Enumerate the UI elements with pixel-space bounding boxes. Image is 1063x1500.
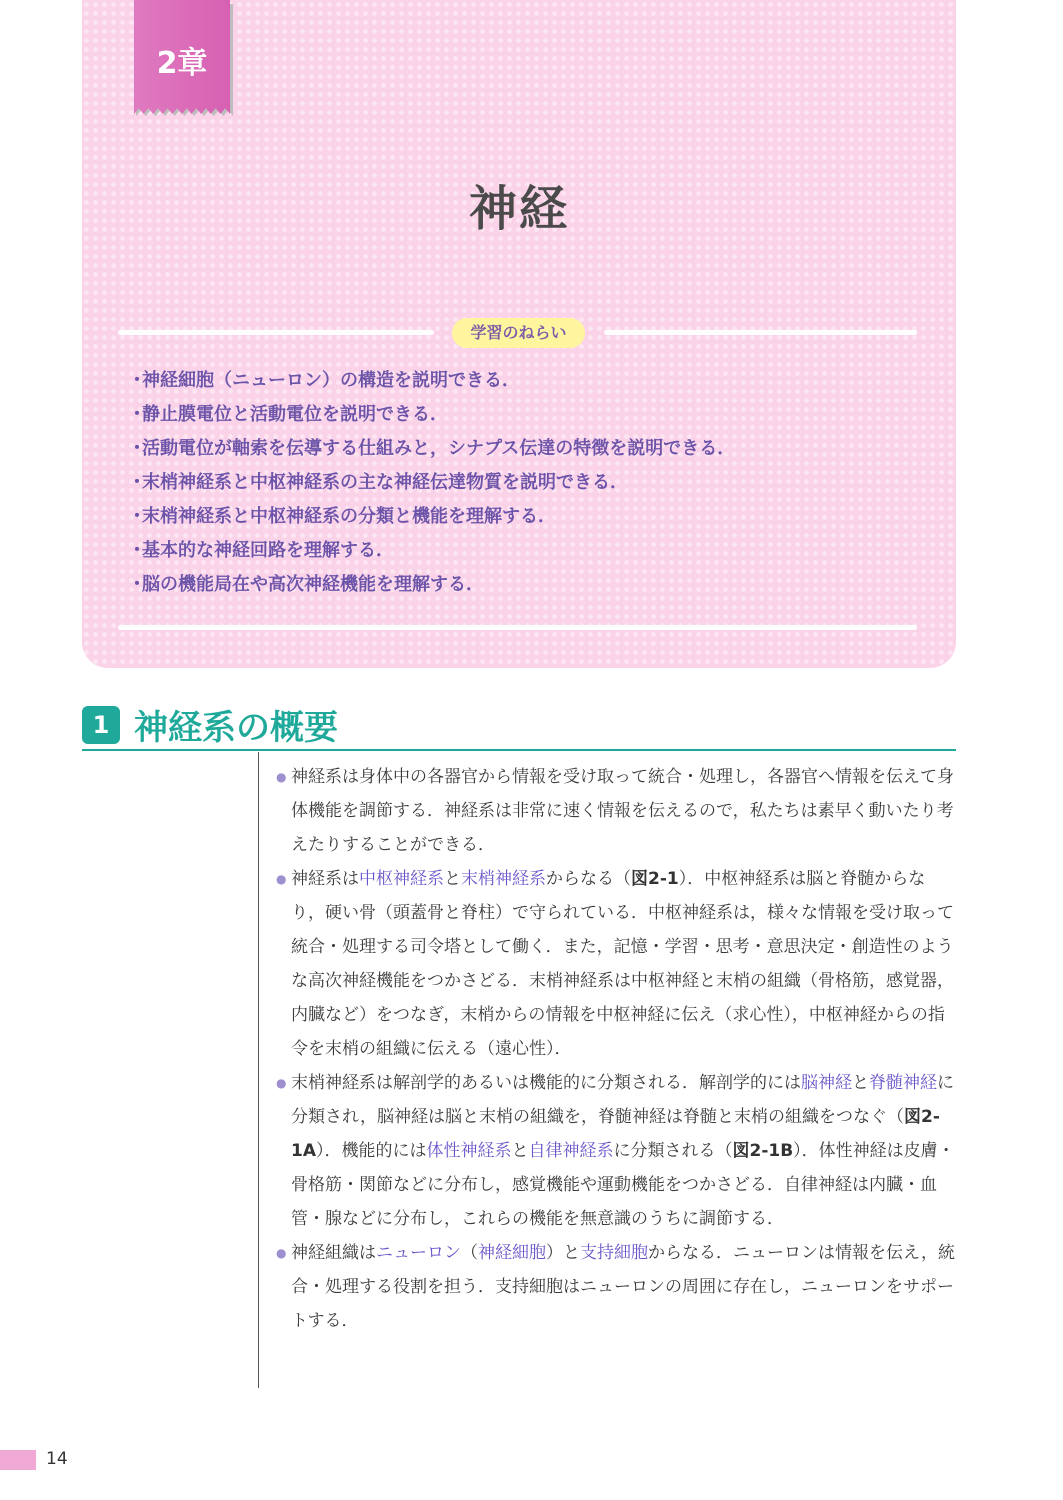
aims-divider-left [118,330,434,335]
paragraph-text: ）．機能的には [316,1141,427,1161]
keyword: 自律神経系 [528,1141,614,1161]
keyword: 脳神経 [801,1073,852,1093]
chapter-title: 神経 [468,181,569,237]
keyword: 体性神経系 [426,1141,512,1161]
aim-text: 末梢神経系と中枢神経系の分類と機能を理解する． [142,506,556,527]
aim-item [128,364,735,398]
bullet-icon: ● [276,1076,287,1090]
body-text [276,760,956,1338]
bullet-icon: ● [276,1246,287,1260]
aims-divider-right [604,330,917,335]
bullet-icon: ● [276,872,287,886]
aim-bullet: ・ [128,506,146,527]
figure-reference: 図2-1B [732,1141,794,1161]
paragraph-text: からなる．ニューロンは情報を伝え，統合・処理する役割を担う．支持細胞はニューロンの周囲に存在し，ニューロンをサポートする． [291,1243,956,1331]
bullet-icon: ● [276,770,287,784]
aim-text: 活動電位が軸索を伝導する仕組みと，シナプス伝達の特徴を説明できる． [142,438,736,459]
keyword: 支持細胞 [580,1243,648,1263]
keyword: 脊髄神経 [869,1073,937,1093]
aim-item [128,568,735,602]
paragraph-2 [276,862,956,1066]
aims-heading-badge: 学習のねらい [452,318,585,348]
aim-item [128,466,735,500]
aim-text: 脳の機能局在や高次神経機能を理解する． [142,574,484,595]
aim-item [128,534,735,568]
paragraph-text: 神経組織は [291,1243,376,1263]
paragraph-text: ）．体性神経は皮膚・骨格筋・関節などに分布し，感覚機能や運動機能をつかさどる．自律神経は内臓・血管・腺などに分布し，これらの機能を無意識のうちに調節する． [291,1141,955,1229]
aim-text: 神経細胞（ニューロン）の構造を説明できる． [142,370,520,391]
paragraph-4 [276,1236,956,1338]
section-number-badge: 1 [82,706,120,744]
paragraph-text: と [444,869,461,889]
page-marker [0,1450,36,1470]
aim-bullet: ・ [128,438,146,459]
paragraph-text: 神経系は [291,869,359,889]
aim-text: 基本的な神経回路を理解する． [142,540,394,561]
aims-list [128,364,735,602]
aim-bullet: ・ [128,540,146,561]
paragraph-1 [276,760,956,862]
chapter-label: 2章 [156,46,208,81]
aim-bullet: ・ [128,574,146,595]
aim-item [128,500,735,534]
aims-bottom-divider [118,625,917,630]
figure-reference: 図2-1A [291,1107,940,1161]
paragraph-text: に分類され，脳神経は脳と末梢の組織を，脊髄神経は脊髄と末梢の組織をつなぐ（ [291,1073,954,1127]
keyword: 末梢神経系 [461,869,546,889]
paragraph-text: ）．中枢神経系は脳と脊髄からなり，硬い骨（頭蓋骨と脊柱）で守られている．中枢神経系は，様々な情報を受け取って統合・処理する司令塔として働く．また，記憶・学習・思考・意思決定・創造性のような高次神経機能をつかさどる．末梢神経系は中枢神経と末梢の組織（骨格筋，感覚器，内臓など）をつなぎ，末梢からの情報を中枢神経に伝え（求心性），中枢神経からの指令を末梢の組織に伝える（遠心性）． [291,869,954,1059]
paragraph-text: からなる（ [546,869,631,889]
aim-item [128,432,735,466]
paragraph-text: と [852,1073,869,1093]
aim-bullet: ・ [128,370,146,391]
paragraph-3 [276,1066,956,1236]
aim-item [128,398,735,432]
margin-rule [258,752,259,1388]
page-number: 14 [46,1449,68,1469]
paragraph-text: に分類される（ [613,1141,733,1161]
paragraph-text: 末梢神経系は解剖学的あるいは機能的に分類される．解剖学的には [291,1073,801,1093]
aim-bullet: ・ [128,472,146,493]
aim-text: 静止膜電位と活動電位を説明できる． [142,404,448,425]
aim-text: 末梢神経系と中枢神経系の主な神経伝達物質を説明できる． [142,472,628,493]
paragraph-text: ）と [546,1243,580,1263]
aim-bullet: ・ [128,404,146,425]
paragraph-text: （ [461,1243,478,1263]
paragraph-text: と [511,1141,529,1161]
figure-reference: 図2-1 [631,869,679,889]
keyword: 神経細胞 [478,1243,546,1263]
keyword: ニューロン [376,1243,461,1263]
section-rule [82,749,956,751]
paragraph-text: 神経系は身体中の各器官から情報を受け取って統合・処理し，各器官へ情報を伝えて身体機能を調節する．神経系は非常に速く情報を伝えるので，私たちは素早く動いたり考えたりすることができる． [291,767,954,855]
keyword: 中枢神経系 [359,869,444,889]
section-title: 神経系の概要 [134,708,338,748]
